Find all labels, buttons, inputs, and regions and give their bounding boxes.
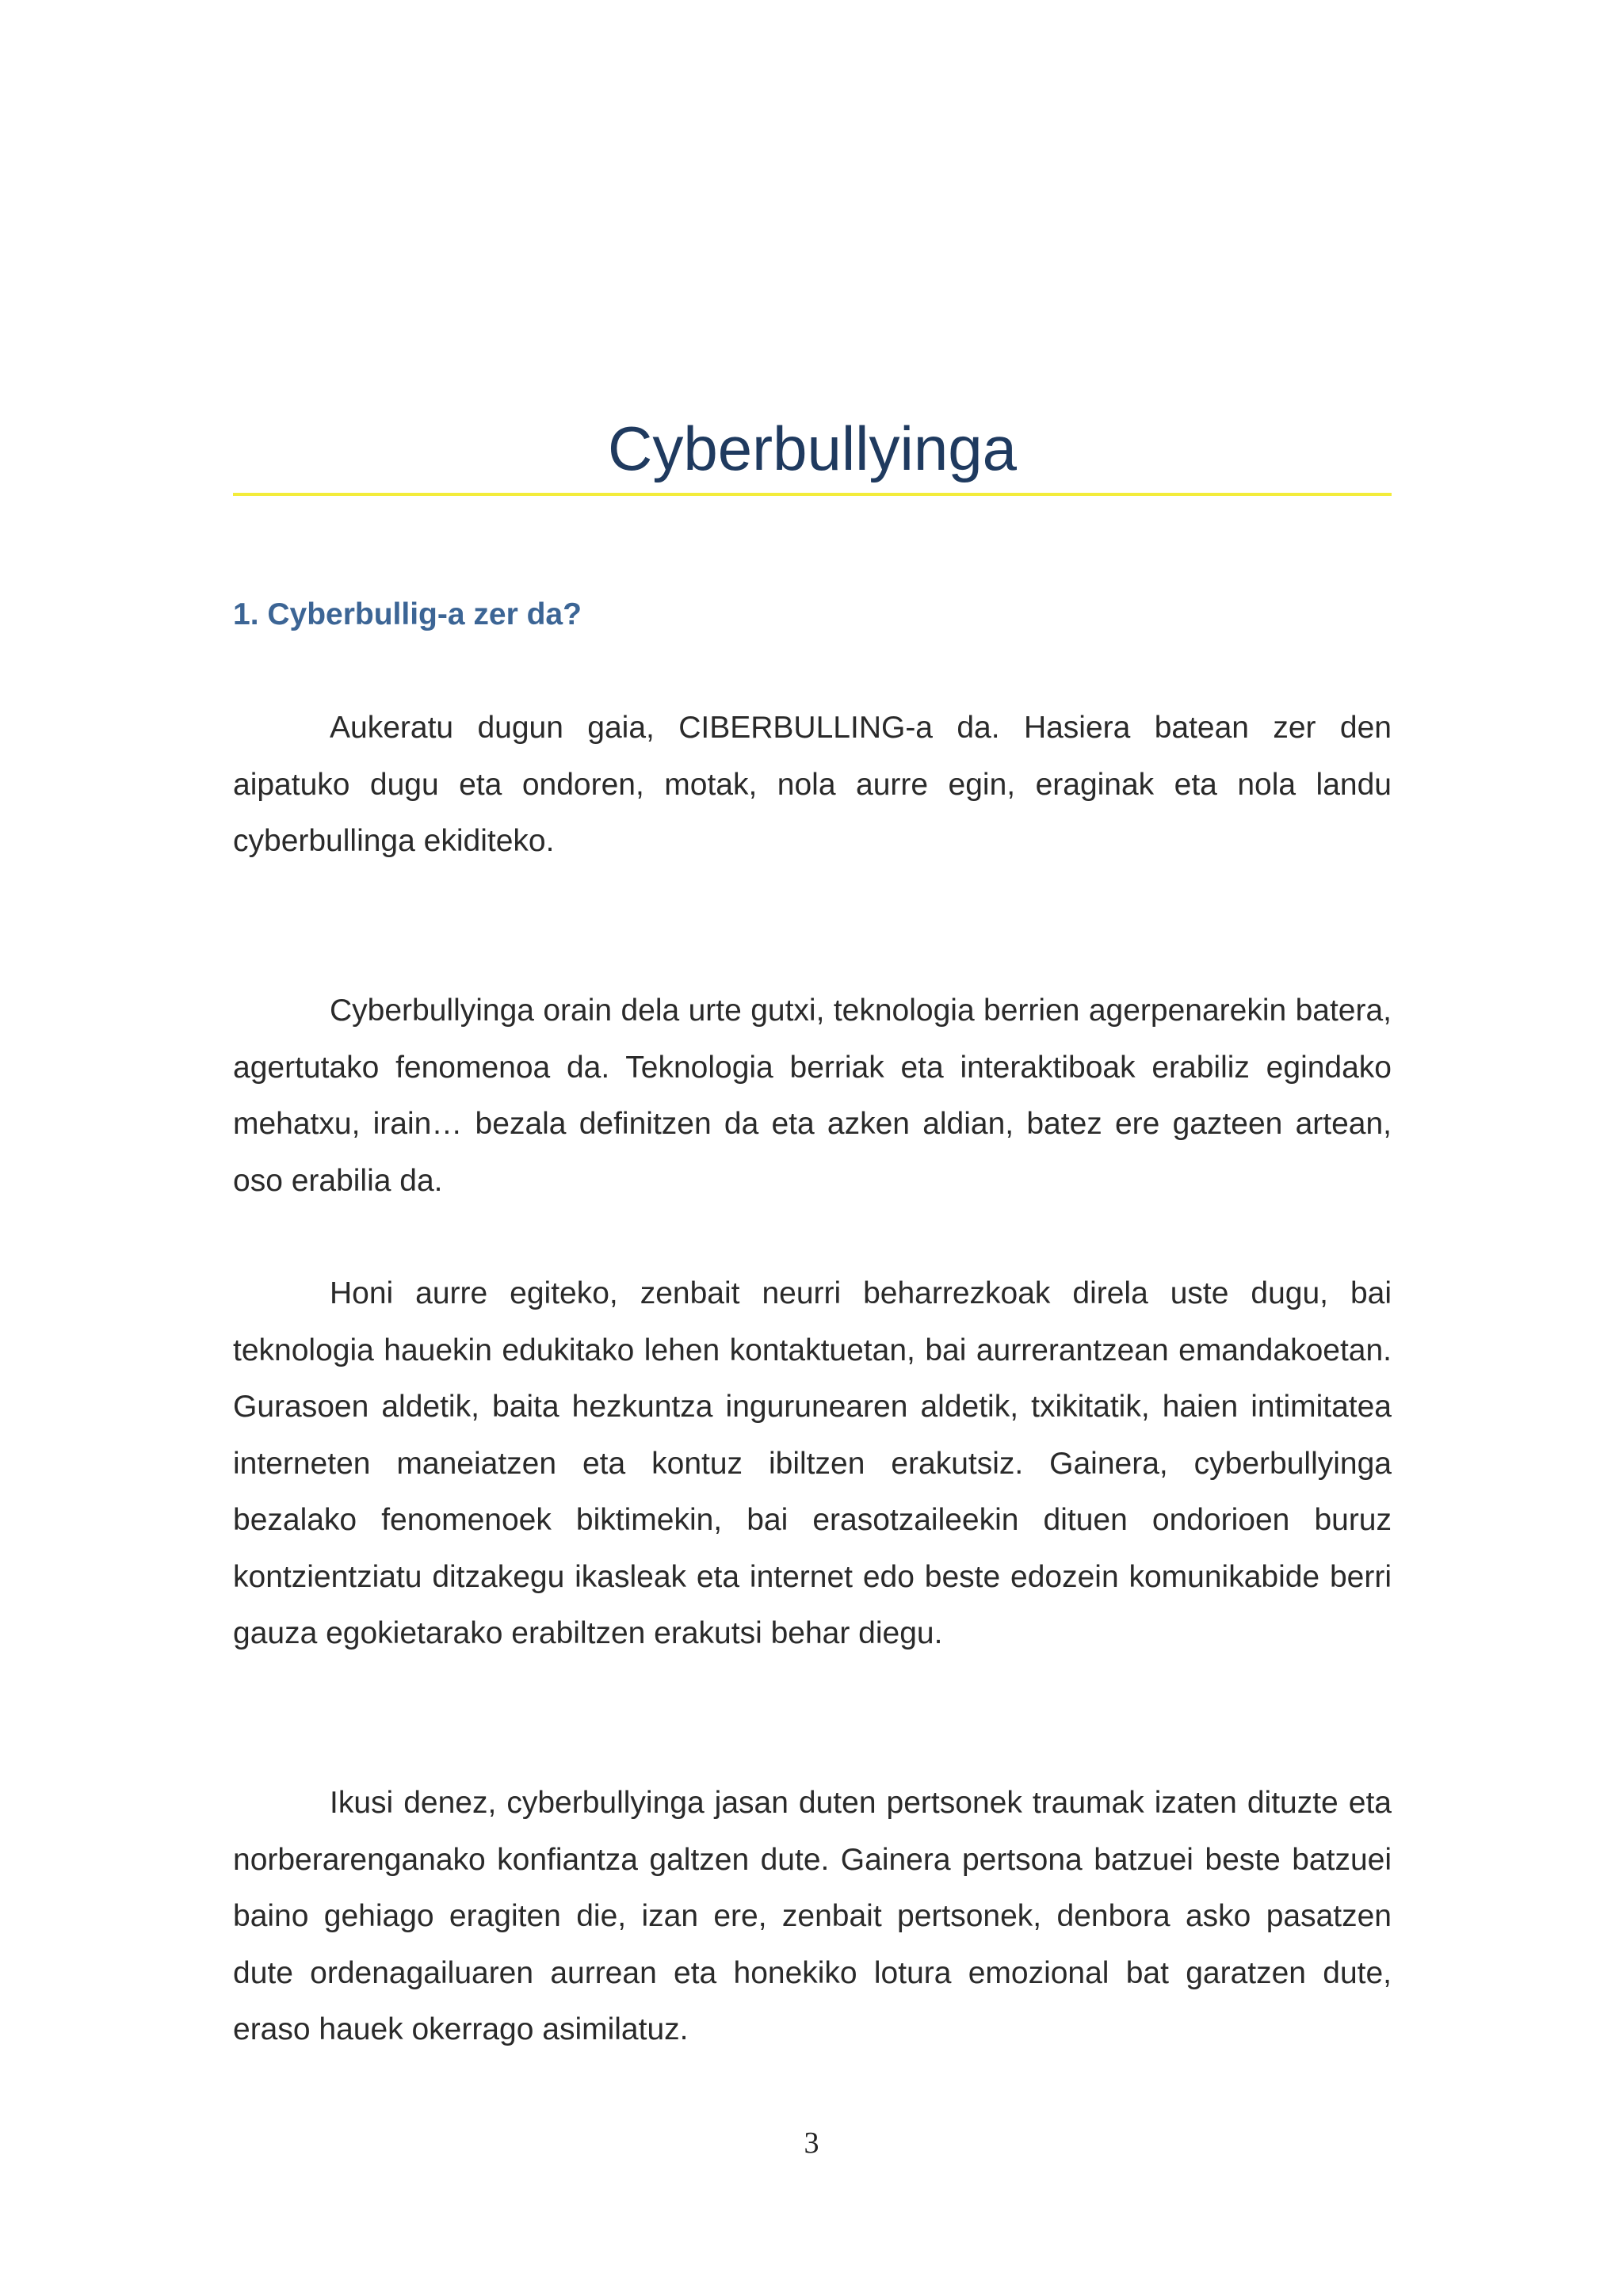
paragraph-definition: Cyberbullyinga orain dela urte gutxi, teknologia berrien agerpenarekin batera, agertutako fenomenoa da. Teknologia berriak eta interaktiboak erabiliz egindako mehatxu, irain… bezala definitzen da eta azken aldian, batez ere gazteen artean, oso erabilia da.: [233, 994, 1392, 1198]
paragraph-intro: Aukeratu dugun gaia, CIBERBULLING-a da. Hasiera batean zer den aipatuko dugu eta ondoren, motak, nola aurre egin, eraginak eta nola landu cyberbullinga ekiditeko.: [233, 711, 1392, 858]
paragraph-prevention: Honi aurre egiteko, zenbait neurri beharrezkoak direla uste dugu, bai teknologia hauekin edukitako lehen kontaktuetan, bai aurrerantzean emandakoetan. Gurasoen aldetik, baita hezkuntza ingurunearen aldetik, txikitatik, haien intimitatea interneten maneiatzen eta kontuz ibiltzen erakutsiz. Gainera, cyberbullyinga bezalako fenomenoek biktimekin, bai erasotzaileekin dituen ondorioen buruz kontzientziatu ditzakegu ikasleak eta internet edo beste edozein komunikabide berri gauza egokietarako erabiltzen erakutsi behar diegu.: [233, 1276, 1392, 1650]
paragraph-effects: Ikusi denez, cyberbullyinga jasan duten pertsonek traumak izaten dituzte eta norberarenganako konfiantza galtzen dute. Gainera pertsona batzuei beste batzuei baino gehiago eragiten die, izan ere, zenbait pertsonek, denbora asko pasatzen dute ordenagailuaren aurrean eta honekiko lotura emozional bat garatzen dute, eraso hauek okerrago asimilatuz.: [233, 1786, 1392, 2046]
document-title: Cyberbullyinga: [608, 414, 1017, 483]
title-underline-rule: [233, 493, 1392, 496]
page-number: 3: [804, 2126, 819, 2160]
section-heading: 1. Cyberbullig-a zer da?: [233, 597, 582, 631]
